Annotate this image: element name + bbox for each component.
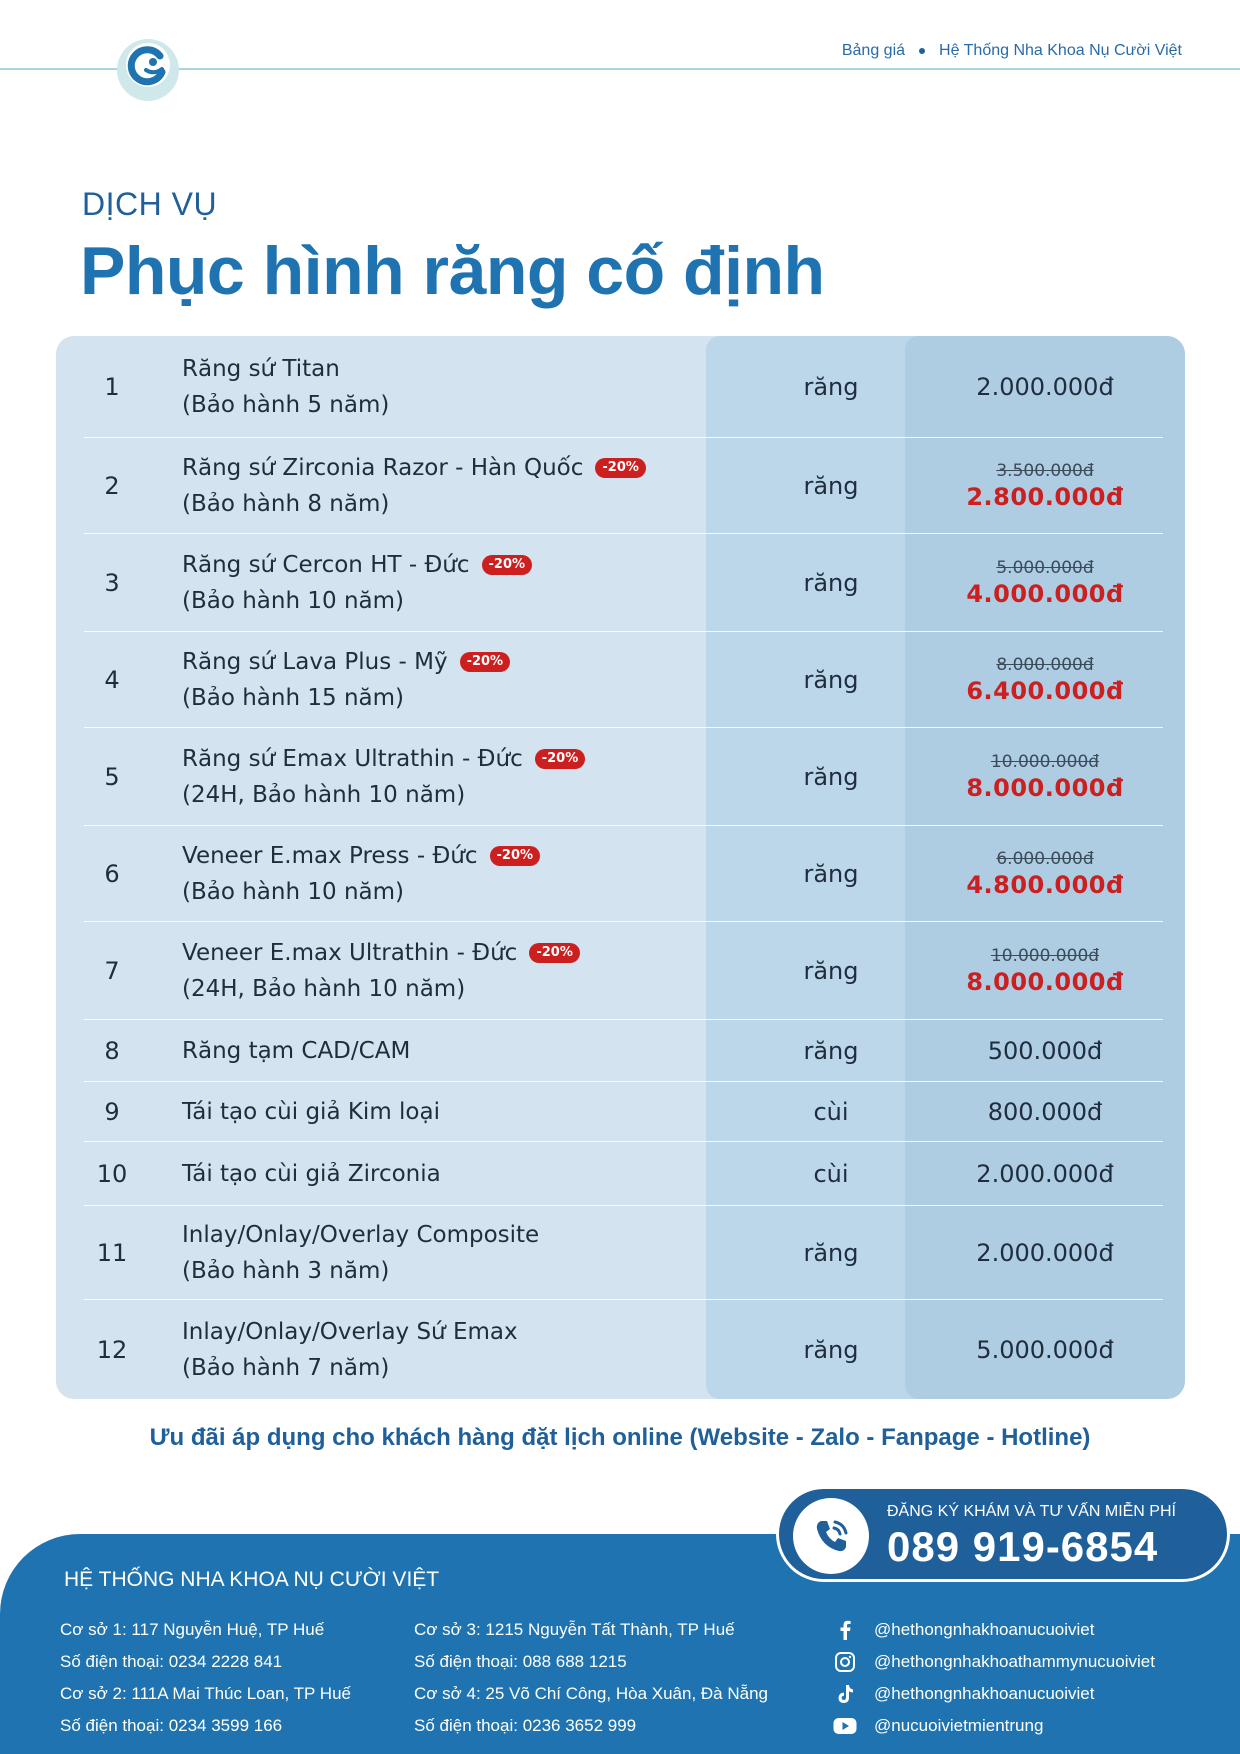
branch-address: Cơ sở 1: 117 Nguyễn Huệ, TP Huế	[60, 1620, 325, 1639]
social-link-facebook[interactable]	[832, 1614, 1155, 1646]
price-cell	[905, 1082, 1185, 1142]
discount-badge: -20%	[595, 458, 646, 478]
service-name-line	[182, 351, 702, 387]
branch-phone[interactable]: Số điện thoại: 0234 3599 166	[60, 1716, 283, 1735]
row-number: 7	[104, 957, 120, 985]
discounted-price: 4.800.000đ	[966, 871, 1124, 899]
unit-cell: răng	[803, 373, 859, 401]
table-row	[56, 1142, 1185, 1206]
service-name: Răng sứ Emax Ultrathin - Đức	[182, 746, 523, 772]
price-cell	[905, 1300, 1185, 1399]
unit-cell: răng	[803, 1239, 859, 1267]
row-number: 8	[104, 1037, 120, 1065]
footer-brand-name: HỆ THỐNG NHA KHOA NỤ CƯỜI VIỆT	[64, 1568, 440, 1591]
original-price: 8.000.000đ	[996, 655, 1094, 675]
service-cell	[182, 1206, 702, 1300]
breadcrumb-item[interactable]: Bảng giá	[841, 42, 906, 59]
breadcrumb	[842, 42, 1182, 60]
social-handle: @hethongnhakhoanucuoiviet	[874, 1620, 1095, 1639]
phone-icon	[793, 1498, 869, 1574]
instagram-icon	[832, 1649, 858, 1675]
service-name-line	[182, 1156, 702, 1192]
service-cell	[182, 632, 702, 728]
discounted-price: 6.400.000đ	[966, 677, 1124, 705]
table-rows	[56, 336, 1185, 1399]
service-name: Tái tạo cùi giả Kim loại	[182, 1099, 440, 1125]
service-cell	[182, 534, 702, 632]
service-warranty: (Bảo hành 10 năm)	[182, 879, 404, 905]
original-price: 5.000.000đ	[996, 558, 1094, 578]
table-row	[56, 534, 1185, 632]
social-links	[832, 1614, 1155, 1742]
row-number: 1	[104, 373, 120, 401]
unit-cell: cùi	[813, 1098, 849, 1126]
table-row	[56, 632, 1185, 728]
branch-phone[interactable]: Số điện thoại: 088 688 1215	[414, 1652, 627, 1671]
service-name-line	[182, 838, 702, 874]
discount-badge: -20%	[490, 846, 541, 866]
discounted-price: 2.800.000đ	[966, 483, 1124, 511]
price: 2.000.000đ	[976, 1239, 1114, 1267]
service-cell	[182, 826, 702, 922]
social-handle: @hethongnhakhoathammynucuoiviet	[874, 1652, 1155, 1671]
table-row	[56, 336, 1185, 438]
service-name-line	[182, 741, 702, 777]
page-title: Phục hình răng cố định	[80, 233, 825, 309]
discounted-price: 4.000.000đ	[966, 580, 1124, 608]
service-name-line	[182, 1033, 702, 1069]
service-name: Răng sứ Cercon HT - Đức	[182, 552, 470, 578]
price-cell	[905, 826, 1185, 922]
social-handle: @nucuoivietmientrung	[874, 1716, 1044, 1735]
price-cell	[905, 922, 1185, 1020]
service-name-line	[182, 1217, 702, 1253]
unit-cell: răng	[803, 957, 859, 985]
branch-list-left	[60, 1614, 351, 1742]
service-name: Răng sứ Zirconia Razor - Hàn Quốc	[182, 455, 584, 481]
service-name: Răng tạm CAD/CAM	[182, 1038, 411, 1064]
row-number: 2	[104, 472, 120, 500]
price-table	[56, 336, 1185, 1399]
unit-cell: răng	[803, 763, 859, 791]
unit-cell: răng	[803, 666, 859, 694]
row-number: 11	[96, 1239, 128, 1267]
row-number: 9	[104, 1098, 120, 1126]
service-warranty: (Bảo hành 3 năm)	[182, 1258, 390, 1284]
discount-badge: -20%	[482, 555, 533, 575]
service-name-line	[182, 935, 702, 971]
price-cell	[905, 728, 1185, 826]
youtube-icon	[832, 1713, 858, 1739]
service-name-line	[182, 644, 702, 680]
service-warranty: (Bảo hành 10 năm)	[182, 588, 404, 614]
table-row	[56, 1082, 1185, 1142]
original-price: 3.500.000đ	[996, 461, 1094, 481]
service-name-line	[182, 1094, 702, 1130]
table-row	[56, 438, 1185, 534]
service-name: Veneer E.max Ultrathin - Đức	[182, 940, 518, 966]
service-cell	[182, 728, 702, 826]
price-cell	[905, 1206, 1185, 1300]
price: 2.000.000đ	[976, 373, 1114, 401]
discount-badge: -20%	[535, 749, 586, 769]
service-name: Răng sứ Titan	[182, 356, 340, 382]
service-warranty: (Bảo hành 5 năm)	[182, 392, 390, 418]
branch-address: Cơ sở 3: 1215 Nguyễn Tất Thành, TP Huế	[414, 1620, 735, 1639]
table-row	[56, 1300, 1185, 1399]
service-warranty: (Bảo hành 8 năm)	[182, 491, 390, 517]
discount-badge: -20%	[460, 652, 511, 672]
price-cell	[905, 438, 1185, 534]
social-link-tiktok[interactable]	[832, 1678, 1155, 1710]
hotline-number[interactable]: 089 919-6854	[887, 1523, 1159, 1570]
service-name: Inlay/Onlay/Overlay Sứ Emax	[182, 1318, 518, 1345]
price-cell	[905, 336, 1185, 438]
service-cell	[182, 336, 702, 438]
original-price: 10.000.000đ	[990, 946, 1100, 966]
service-warranty: (24H, Bảo hành 10 năm)	[182, 782, 466, 808]
social-link-youtube[interactable]	[832, 1710, 1155, 1742]
price-cell	[905, 632, 1185, 728]
service-name-line	[182, 547, 702, 583]
breadcrumb-item[interactable]: Hệ Thống Nha Khoa Nụ Cười Việt	[939, 42, 1182, 59]
social-handle: @hethongnhakhoanucuoiviet	[874, 1684, 1095, 1703]
row-number: 3	[104, 569, 120, 597]
price: 5.000.000đ	[976, 1335, 1114, 1364]
service-name: Veneer E.max Press - Đức	[182, 843, 478, 869]
facebook-icon	[832, 1617, 858, 1643]
table-row	[56, 922, 1185, 1020]
price-cell	[905, 1142, 1185, 1206]
section-eyebrow: DỊCH VỤ	[82, 186, 218, 222]
row-number: 10	[96, 1160, 128, 1188]
branch-address: Cơ sở 2: 111A Mai Thúc Loan, TP Huế	[60, 1684, 351, 1703]
table-row	[56, 1020, 1185, 1082]
original-price: 10.000.000đ	[990, 752, 1100, 772]
tiktok-icon	[832, 1681, 858, 1707]
table-row	[56, 826, 1185, 922]
unit-cell: cùi	[813, 1160, 849, 1188]
service-cell	[182, 1020, 702, 1082]
row-number: 5	[104, 763, 120, 791]
table-row	[56, 1206, 1185, 1300]
price: 500.000đ	[987, 1037, 1103, 1065]
service-warranty: (Bảo hành 7 năm)	[182, 1354, 390, 1381]
unit-cell: răng	[803, 1335, 859, 1364]
service-cell	[182, 922, 702, 1020]
table-row	[56, 728, 1185, 826]
discounted-price: 8.000.000đ	[966, 774, 1124, 802]
service-cell	[182, 1082, 702, 1142]
branch-list-right	[414, 1614, 768, 1742]
row-number: 4	[104, 666, 120, 694]
hotline-label: ĐĂNG KÝ KHÁM VÀ TƯ VẤN MIỄN PHÍ	[887, 1503, 1176, 1520]
service-name: Tái tạo cùi giả Zirconia	[182, 1161, 441, 1187]
branch-phone[interactable]: Số điện thoại: 0234 2228 841	[60, 1652, 283, 1671]
price: 2.000.000đ	[976, 1160, 1114, 1188]
breadcrumb-separator	[919, 48, 925, 54]
discount-badge: -20%	[529, 943, 580, 963]
branch-phone[interactable]: Số điện thoại: 0236 3652 999	[414, 1716, 637, 1735]
row-number: 12	[96, 1335, 128, 1364]
original-price: 6.000.000đ	[996, 849, 1094, 869]
service-cell	[182, 1142, 702, 1206]
promo-note: Ưu đãi áp dụng cho khách hàng đặt lịch online (Website - Zalo - Fanpage - Hotline)	[149, 1424, 1091, 1451]
price: 800.000đ	[987, 1098, 1103, 1126]
service-cell	[182, 1300, 702, 1399]
service-name: Răng sứ Lava Plus - Mỹ	[182, 649, 448, 675]
header-divider	[0, 68, 1240, 70]
unit-cell: răng	[803, 472, 859, 500]
unit-cell: răng	[803, 860, 859, 888]
branch-address: Cơ sở 4: 25 Võ Chí Công, Hòa Xuân, Đà Nẵng	[414, 1684, 768, 1703]
price-cell	[905, 1020, 1185, 1082]
unit-cell: răng	[803, 1037, 859, 1065]
service-name: Inlay/Onlay/Overlay Composite	[182, 1222, 540, 1248]
service-warranty: (Bảo hành 15 năm)	[182, 685, 404, 711]
unit-cell: răng	[803, 569, 859, 597]
discounted-price: 8.000.000đ	[966, 968, 1124, 996]
logo-icon	[116, 38, 180, 102]
service-name-line	[182, 1314, 702, 1350]
social-link-instagram[interactable]	[832, 1646, 1155, 1678]
service-name-line	[182, 450, 702, 486]
service-cell	[182, 438, 702, 534]
row-number: 6	[104, 860, 120, 888]
hotline-button[interactable]	[776, 1486, 1230, 1582]
service-warranty: (24H, Bảo hành 10 năm)	[182, 976, 466, 1002]
price-cell	[905, 534, 1185, 632]
